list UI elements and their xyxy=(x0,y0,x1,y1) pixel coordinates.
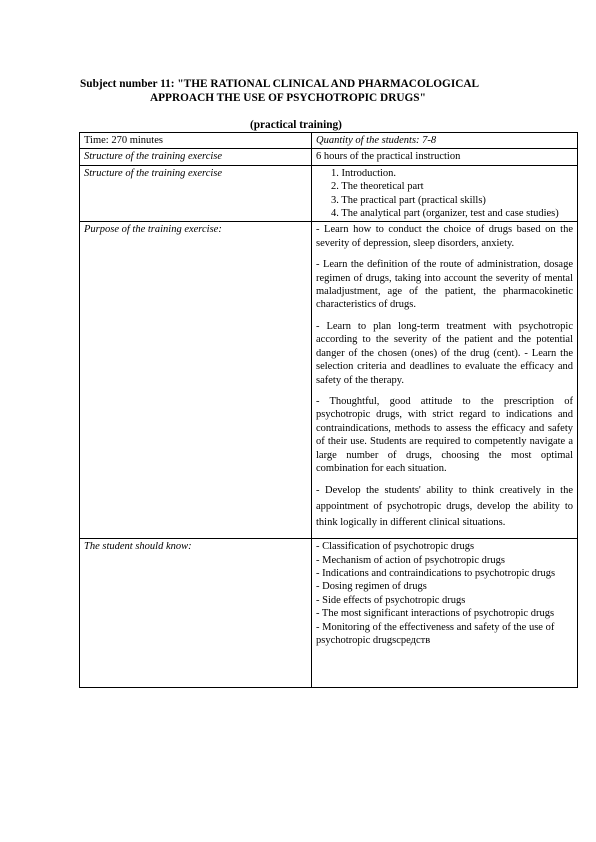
structure-hours-cell: 6 hours of the practical instruction xyxy=(312,149,578,165)
list-item: - Side effects of psychotropic drugs xyxy=(316,594,466,606)
list-item: - Dosing regimen of drugs xyxy=(316,581,427,593)
purpose-paragraph: - Learn to plan long-term treatment with psychotropic according to the severity of the patient and the potential danger of the chosen (ones) of the drug (cent). - Learn the selection criteria and deadlines to evaluate the efficacy and safety of the therapy. xyxy=(316,320,573,386)
structure-parts-cell xyxy=(312,165,578,222)
purpose-label-cell: Purpose of the training exercise: xyxy=(80,222,312,539)
know-cell xyxy=(312,539,578,688)
table-row-know xyxy=(80,539,578,688)
quantity-cell: Quantity of the students: 7-8 xyxy=(312,133,578,149)
table-row-purpose xyxy=(80,222,578,539)
know-list xyxy=(316,540,573,647)
purpose-paragraph: - Learn how to conduct the choice of drugs based on the severity of depression, sleep disorders, anxiety. xyxy=(316,224,573,249)
heading-subtitle: (practical training) xyxy=(250,119,342,131)
training-plan-table xyxy=(79,132,578,688)
structure-label-cell-2: Structure of the training exercise xyxy=(80,165,312,222)
list-item: 3. The practical part (practical skills) xyxy=(331,194,486,206)
list-item: - Classification of psychotropic drugs xyxy=(316,541,475,553)
purpose-paragraph: - Learn the definition of the route of administration, dosage regimen of drugs, taking into account the severity of mental maladjustment, age of the patient, the pharmacokinetic characteristics of drugs. xyxy=(316,259,573,311)
heading-line-1: Subject number 11: "THE RATIONAL CLINICAL AND PHARMACOLOGICAL xyxy=(80,78,480,90)
table-row-structure-parts xyxy=(80,165,578,222)
list-item: - The most significant interactions of psychotropic drugs xyxy=(316,608,555,620)
time-cell: Time: 270 minutes xyxy=(80,133,312,149)
list-item: - Mechanism of action of psychotropic drugs xyxy=(316,554,505,566)
table-row-structure-hours xyxy=(80,149,578,165)
purpose-cell xyxy=(312,222,578,539)
structure-label-cell: Structure of the training exercise xyxy=(80,149,312,165)
heading-line-2: APPROACH THE USE OF PSYCHOTROPIC DRUGS" xyxy=(150,92,426,104)
list-item: 4. The analytical part (organizer, test and case studies) xyxy=(331,208,559,220)
list-item: - Monitoring of the effectiveness and safety of the use of psychotropic drugsсредств xyxy=(316,621,555,646)
document-heading xyxy=(80,77,560,105)
list-item: - Indications and contraindications to psychotropic drugs xyxy=(316,567,556,579)
purpose-paragraph: - Thoughtful, good attitude to the prescription of psychotropic drugs, with strict regard to indications and contraindications, methods to assess the efficacy and safety of their use. Students are required to competently navigate a large number of drugs, choosing the most optimal combination for each situation. xyxy=(316,395,573,474)
list-item: 2. The theoretical part xyxy=(331,181,424,193)
know-label-cell: The student should know: xyxy=(80,539,312,688)
list-item: 1. Introduction. xyxy=(331,167,397,179)
purpose-paragraph: - Develop the students' ability to think creatively in the appointment of psychotropic drugs, develop the ability to think logically in different clinical situations. xyxy=(316,485,573,528)
structure-parts-list xyxy=(316,167,573,221)
table-row-time xyxy=(80,133,578,149)
